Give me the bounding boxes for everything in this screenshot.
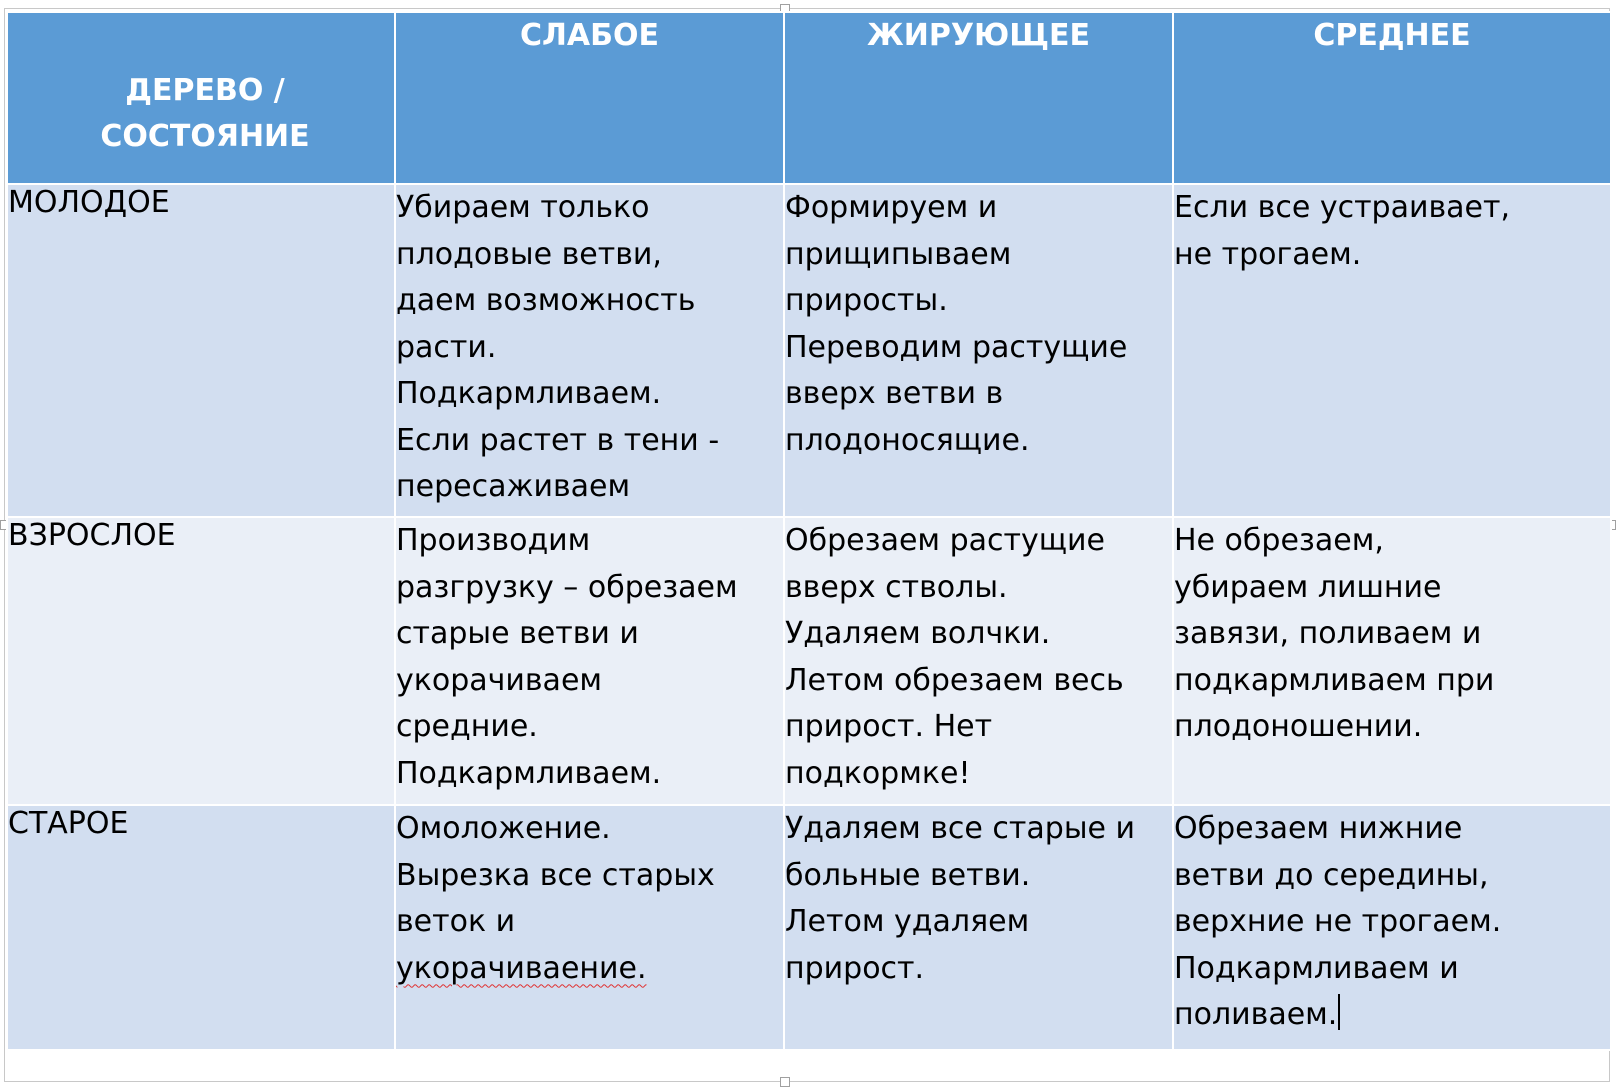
cell-young-weak[interactable]: Убираем только плодовые ветви, даем возможность расти. Подкармливаем. Если растет в тени - пересаживаем	[395, 184, 784, 517]
header-corner-cell[interactable]	[7, 12, 395, 184]
header-fattening-text: ЖИРУЮЩЕЕ	[867, 18, 1090, 53]
header-corner-text: ДЕРЕВО / СОСТОЯНИЕ	[100, 73, 310, 154]
cell-young-medium[interactable]: Если все устраивает, не трогаем.	[1173, 184, 1611, 517]
row-header-young[interactable]	[7, 184, 395, 517]
cell-adult-medium[interactable]: Не обрезаем, убираем лишние завязи, поливаем и подкармливаем при плодоношении.	[1173, 517, 1611, 805]
table-row-young	[7, 184, 1611, 517]
header-medium-text: СРЕДНЕЕ	[1313, 18, 1471, 53]
header-cell-fattening[interactable]	[784, 12, 1173, 184]
cell-old-weak-text: Омоложение. Вырезка все старых веток и	[396, 811, 715, 939]
text-cursor	[1338, 994, 1340, 1030]
header-weak-text: СЛАБОЕ	[519, 18, 659, 53]
header-cell-weak[interactable]	[395, 12, 784, 184]
header-cell-medium[interactable]	[1173, 12, 1611, 184]
cell-old-weak[interactable]	[395, 805, 784, 1050]
row-label-old: СТАРОЕ	[8, 806, 129, 841]
cell-young-fattening[interactable]: Формируем и прищипываем приросты. Переводим растущие вверх ветви в плодоносящие.	[784, 184, 1173, 517]
header-row	[7, 12, 1611, 184]
pruning-table	[6, 11, 1612, 1051]
cell-old-fattening[interactable]: Удаляем все старые и больные ветви. Летом удаляем прирост.	[784, 805, 1173, 1050]
cell-old-medium[interactable]	[1173, 805, 1611, 1050]
row-header-old[interactable]	[7, 805, 395, 1050]
row-label-adult: ВЗРОСЛОЕ	[8, 518, 176, 553]
misspelled-word[interactable]: укорачиваение.	[396, 950, 647, 986]
cell-old-medium-text: Обрезаем нижние ветви до середины, верхние не трогаем. Подкармливаем и поливаем.	[1174, 811, 1502, 1032]
resize-handle-bottom[interactable]	[780, 1077, 790, 1087]
cell-adult-weak[interactable]: Производим разгрузку – обрезаем старые ветви и укорачиваем средние. Подкармливаем.	[395, 517, 784, 805]
row-label-young: МОЛОДОЕ	[8, 185, 170, 220]
row-header-adult[interactable]	[7, 517, 395, 805]
table-row-old	[7, 805, 1611, 1050]
cell-adult-fattening[interactable]: Обрезаем растущие вверх стволы. Удаляем волчки. Летом обрезаем весь прирост. Нет подкормке!	[784, 517, 1173, 805]
table-row-adult	[7, 517, 1611, 805]
